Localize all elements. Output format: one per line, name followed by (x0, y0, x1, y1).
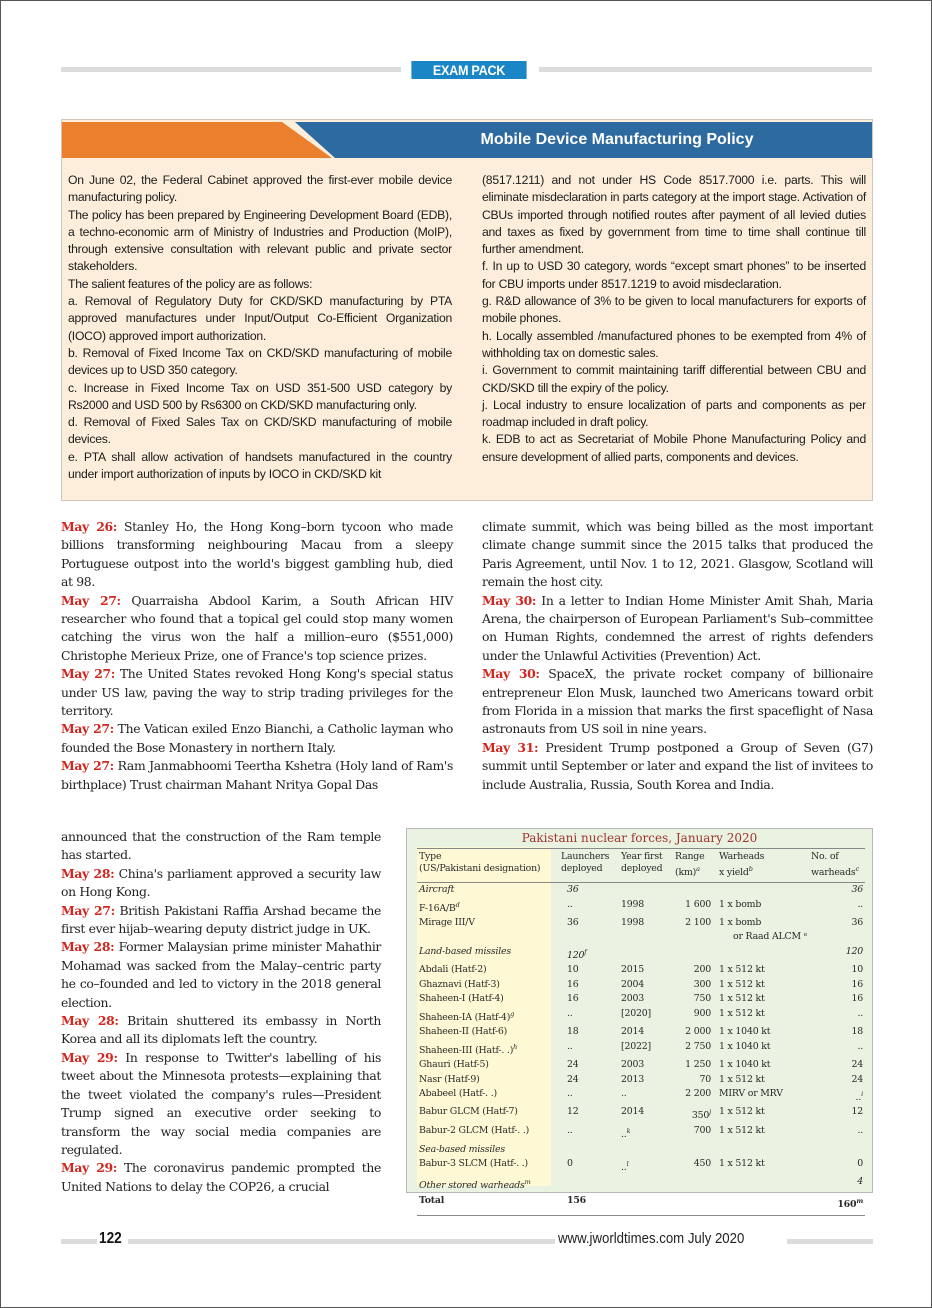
cell-warheads: 1 x 512 kt (719, 993, 765, 1005)
cell-range: 450 (693, 1157, 711, 1169)
header-launchers: Launchers deployed (561, 849, 621, 883)
cell-year: [2020] (621, 1007, 651, 1019)
news-text: President Trump postponed a Group of Seven (G7) summit until September or later and expand the list of invitees to include Australia, Russia, South Korea and India. (482, 739, 874, 792)
header-year: Year first deployed (621, 849, 675, 883)
cell-range (675, 883, 719, 898)
news-text: In response to Twitter's labelling of his tweet about the Minnesota protests—explaining that the tweet violated the company's rules—President Trump signed an executive order seeking to transform the way social media companies are regulated. (61, 1049, 381, 1157)
cell-year: 2015 (621, 964, 645, 976)
cell-num-warheads: 36 (851, 917, 863, 929)
table-row (417, 1007, 865, 1026)
cell-type: Abdali (Hatf-2) (419, 964, 487, 976)
cell-range (675, 1143, 719, 1157)
cell-type: Shaheen-II (Hatf-6) (419, 1026, 508, 1038)
cell-type: Ghauri (Hatf-5) (419, 1059, 489, 1071)
cell-launchers: .. (567, 1087, 573, 1099)
cell-type: Babur-3 SLCM (Hatf-. .) (419, 1157, 529, 1169)
header-rule-right (539, 67, 872, 72)
news-text: SpaceX, the private rocket company of billionaire entrepreneur Elon Musk, launched two Americans toward orbit from Florida in a mission that marks the first spaceflight of Nasa astronauts from US soil in nine years. (482, 666, 874, 737)
table-row (417, 1025, 865, 1039)
news-text: The Vatican exiled Enzo Bianchi, a Catholic layman who founded the Bose Monastery in northern Italy. (61, 721, 453, 755)
news-text: The coronavirus pandemic prompted the United Nations to delay the COP26, a crucial (61, 1160, 382, 1194)
cell-launchers: 18 (567, 1026, 579, 1038)
news-text: Stanley Ho, the Hong Kong–born tycoon who made billions transforming neighbouring Macau from a sleepy Portuguese outpost into the world's biggest gambling hub, died at 98. (61, 519, 453, 590)
cell-type: Total (417, 1194, 561, 1215)
news-item (61, 1012, 381, 1049)
cell-year: 1998 (621, 898, 645, 910)
cell-range (675, 1194, 719, 1215)
news-item (61, 1049, 381, 1159)
cell-range: 2 200 (685, 1087, 711, 1099)
table-row (417, 1194, 865, 1215)
cell-warheads: 1 x 1040 kt (719, 1026, 771, 1038)
cell-warheads (719, 1175, 811, 1194)
news-date: May 27: (61, 902, 115, 918)
table-body (417, 883, 865, 1215)
news-item (482, 739, 873, 794)
policy-paragraph: d. Removal of Fixed Sales Tax on CKD/SKD manufacturing of mobile devices. (68, 415, 452, 447)
cell-type: Nasr (Hatf-9) (419, 1073, 480, 1085)
news-column-left-top (61, 518, 453, 794)
news-date: May 28: (61, 865, 115, 881)
cell-type: Babur GLCM (Hatf-7) (419, 1106, 518, 1118)
table-row (417, 916, 865, 945)
news-text: announced that the construction of the Ram temple has started. (61, 829, 381, 863)
news-text: Former Malaysian prime minister Mahathir Mohamad was sacked from the Malay–centric party he co–founded and led to victory in the 2018 general election. (61, 939, 382, 1010)
cell-num-warheads: 10 (851, 964, 863, 976)
cell-warheads (719, 1194, 811, 1215)
cell-year: 2003 (621, 1059, 645, 1071)
news-item (482, 518, 873, 592)
cell-type: Shaheen-I (Hatf-4) (419, 993, 504, 1005)
cell-type: Shaheen-III (Hatf-. .)$^h$ (419, 1042, 518, 1056)
cell-launchers: 24 (567, 1073, 579, 1085)
header-num-warheads: No. of warheads$^c$ (811, 849, 865, 883)
news-text: The United States revoked Hong Kong's special status under US law, paving the way to strip trading privileges for the territory. (61, 666, 453, 719)
banner-orange-shape (62, 122, 332, 158)
news-date: May 29: (61, 1160, 118, 1176)
cell-type: Other stored warheads$^m$ (419, 1178, 531, 1192)
cell-year: 2013 (621, 1073, 645, 1085)
news-item (61, 902, 381, 939)
table-title: Pakistani nuclear forces, January 2020 (521, 831, 758, 845)
cell-range (675, 945, 719, 964)
cell-type: Sea-based missiles (419, 1143, 505, 1155)
table-row (417, 1124, 865, 1143)
cell-year (621, 945, 675, 964)
news-text: climate summit, which was being billed as the most important climate change summit since the 2015 talks that produced the Paris Agreement, until Nov. 1 to 12, 2021. Glasgow, Scotland will remain the host city. (482, 519, 873, 590)
cell-num-warheads: 120 (845, 945, 863, 957)
section-tag: EXAM PACK (411, 61, 526, 79)
cell-warheads (719, 883, 811, 898)
news-date: May 27: (61, 592, 121, 608)
table-row (417, 883, 865, 898)
cell-warheads: MIRV or MRV (719, 1087, 783, 1099)
cell-num-warheads: 18 (851, 1026, 863, 1038)
policy-column-right (482, 172, 866, 483)
cell-type: Land-based missiles (419, 945, 512, 957)
cell-warheads: 1 x 512 kt (719, 978, 765, 990)
cell-type: Ghaznavi (Hatf-3) (419, 978, 500, 990)
news-text: In a letter to Indian Home Minister Amit Shah, Maria Arena, the chairperson of European Parliament's Sub–committee on Human Rights, condemned the arrest of rights defenders under the Unlawful Activities (Prevention) Act. (482, 592, 874, 663)
footer-rule-c (787, 1239, 873, 1244)
cell-num-warheads (811, 1143, 865, 1157)
policy-paragraph: g. R&D allowance of 3% to be given to local manufacturers for exports of mobile phones. (482, 294, 866, 326)
cell-launchers: .. (567, 1007, 573, 1019)
cell-launchers: 10 (567, 964, 579, 976)
cell-type: Aircraft (419, 884, 455, 896)
news-date: May 27: (61, 721, 114, 737)
table-row (417, 898, 865, 917)
table-row (417, 945, 865, 964)
cell-range: 2 000 (685, 1026, 711, 1038)
cell-year: 2003 (621, 993, 645, 1005)
cell-range: 2 750 (685, 1040, 711, 1052)
cell-year (621, 1194, 675, 1215)
cell-range: 350$^j$ (691, 1108, 711, 1122)
news-text: Ram Janmabhoomi Teertha Kshetra (Holy land of Ram's birthplace) Trust chairman Mahant Nritya Gopal Das (61, 758, 453, 792)
cell-warheads: 1 x 512 kt (719, 964, 765, 976)
header-rule-left (61, 67, 401, 72)
policy-paragraph: (8517.1211) and not under HS Code 8517.7000 i.e. parts. This will eliminate misdeclaration in parts category at the import stage. Activation of CBUs imported through notified routes after payment of all levied duties and taxes as fixed by government from time to time shall continue till further amendment. (482, 173, 866, 257)
cell-launchers: 16 (567, 993, 579, 1005)
cell-num-warheads: 4 (857, 1176, 863, 1188)
header-warheads: Warheads x yield$^b$ (719, 849, 811, 883)
cell-num-warheads: 24 (851, 1073, 863, 1085)
cell-launchers: 120$^f$ (567, 947, 587, 961)
cell-type: Shaheen-IA (Hatf-4)$^g$ (419, 1009, 515, 1023)
cell-launchers (561, 1175, 621, 1194)
cell-year (621, 1143, 675, 1157)
cell-range: 1 600 (685, 898, 711, 910)
cell-num-warheads: ..$^i$ (855, 1089, 863, 1104)
news-item (61, 757, 453, 794)
cell-launchers: 36 (567, 884, 579, 896)
news-date: May 28: (61, 939, 115, 955)
cell-type: Ababeel (Hatf-. .) (419, 1087, 497, 1099)
footer-rule-b (128, 1239, 555, 1244)
table-row (417, 1058, 865, 1072)
policy-title: Mobile Device Manufacturing Policy (480, 131, 754, 148)
table-row (417, 1087, 865, 1106)
cell-launchers: .. (567, 1124, 573, 1136)
news-date: May 28: (61, 1013, 119, 1029)
policy-paragraph: a. Removal of Regulatory Duty for CKD/SKD manufacturing by PTA approved manufactures under Input/Output Co-Efficient Organization (IOCO) approved import authorization. (68, 294, 452, 343)
cell-num-warheads: 16 (851, 978, 863, 990)
cell-warheads: 1 x 1040 kt (719, 1040, 771, 1052)
policy-paragraph: The salient features of the policy are as follows: (68, 276, 313, 291)
cell-year (621, 1175, 675, 1194)
header-range: Range (km)$^a$ (675, 849, 719, 883)
news-date: May 27: (61, 666, 115, 682)
news-item (61, 828, 381, 865)
policy-paragraph: h. Locally assembled /manufactured phones to be exempted from 4% of withholding tax on domestic sales. (482, 328, 866, 360)
page-number: 122 (99, 1230, 122, 1247)
cell-year: 2014 (621, 1106, 645, 1118)
cell-year: 2014 (621, 1026, 645, 1038)
cell-warheads: 1 x bomb or Raad ALCM ᵉ (719, 917, 808, 943)
cell-num-warheads: 24 (851, 1059, 863, 1071)
table-row (417, 978, 865, 992)
cell-warheads: 1 x 512 kt (719, 1073, 765, 1085)
news-item (61, 865, 381, 902)
cell-num-warheads: .. (857, 898, 863, 910)
news-date: May 27: (61, 758, 114, 774)
cell-type: Mirage III/V (419, 917, 475, 929)
cell-warheads: 1 x bomb (719, 898, 762, 910)
cell-warheads (719, 945, 811, 964)
cell-range (675, 1175, 719, 1194)
footer-site-issue: www.jworldtimes.com July 2020 (558, 1230, 745, 1247)
table-header-row (417, 849, 865, 883)
cell-range: 700 (693, 1124, 711, 1136)
table-row (417, 1175, 865, 1194)
policy-paragraph: i. Government to commit maintaining tariff differential between CBU and CKD/SKD till the expiry of the policy. (482, 363, 866, 395)
policy-paragraph: f. In up to USD 30 category, words “except smart phones” to be inserted for CBU imports under 8517.1219 to avoid misdeclaration. (482, 259, 866, 291)
cell-launchers: 24 (567, 1059, 579, 1071)
news-text: Britain shuttered its embassy in North Korea and all its diplomats left the country. (61, 1013, 381, 1047)
cell-num-warheads: .. (857, 1007, 863, 1019)
cell-warheads: 1 x 512 kt (719, 1106, 765, 1118)
news-text: China's parliament approved a security law on Hong Kong. (61, 865, 381, 900)
cell-warheads: 1 x 512 kt (719, 1007, 765, 1019)
news-column-left-bottom (61, 828, 381, 1196)
policy-paragraph: On June 02, the Federal Cabinet approved the first-ever mobile device manufacturing policy. (68, 173, 452, 205)
news-date: May 29: (61, 1049, 118, 1065)
policy-paragraph: The policy has been prepared by Engineering Development Board (EDB), a techno-economic arm of Ministry of Industries and Production (MoIP), through extensive consultation with relevant public and private sector stakeholders. (68, 207, 452, 274)
cell-type: $F-16A/B^d$ (419, 900, 460, 914)
cell-year: 1998 (621, 917, 645, 929)
policy-box (61, 119, 873, 501)
cell-launchers: .. (567, 1040, 573, 1052)
table-row (417, 1073, 865, 1087)
cell-year: .. (621, 1087, 627, 1099)
cell-range: 1 250 (685, 1059, 711, 1071)
cell-launchers: 36 (567, 917, 579, 929)
policy-paragraph: b. Removal of Fixed Income Tax on CKD/SKD manufacturing of mobile devices up to USD 350 category. (68, 345, 452, 378)
policy-column-left (68, 172, 452, 483)
policy-paragraph: e. PTA shall allow activation of handsets manufactured in the country under import authorization of inputs by IOCO in CKD/SKD kit (68, 449, 452, 482)
table-row (417, 1040, 865, 1059)
cell-warheads: 1 x 512 kt (719, 1157, 765, 1169)
cell-launchers: 16 (567, 978, 579, 990)
cell-launchers: .. (567, 898, 573, 910)
news-date: May 26: (61, 519, 118, 534)
policy-paragraph: j. Local industry to ensure localization of parts and components as per roadmap included in draft policy. (482, 397, 866, 430)
cell-warheads: 1 x 1040 kt (719, 1059, 771, 1071)
cell-launchers: 156 (561, 1194, 621, 1215)
policy-paragraph: c. Increase in Fixed Income Tax on USD 351-500 USD category by Rs2000 and USD 500 by Rs6300 on CKD/SKD manufacturing only. (68, 380, 452, 412)
footer-rule-a (61, 1239, 97, 1244)
cell-num-warheads: 16 (851, 993, 863, 1005)
news-item (482, 592, 873, 666)
table-row (417, 1157, 865, 1176)
table-row (417, 992, 865, 1006)
cell-num-warheads: .. (857, 1040, 863, 1052)
cell-year: [2022] (621, 1040, 651, 1052)
news-item (61, 938, 381, 1012)
cell-num-warheads: .. (857, 1124, 863, 1136)
cell-launchers: 0 (567, 1157, 573, 1169)
header-type: Type (US/Pakistani designation) (417, 849, 561, 883)
cell-num-warheads: 12 (851, 1106, 863, 1118)
cell-range: 300 (693, 978, 711, 990)
cell-num-warheads: 36 (851, 884, 863, 896)
cell-launchers: 12 (567, 1106, 579, 1118)
cell-year: ..$^l$ (621, 1159, 629, 1174)
table-row (417, 963, 865, 977)
cell-year: ..$^k$ (621, 1126, 631, 1141)
news-item (61, 592, 453, 666)
policy-banner (62, 122, 872, 158)
cell-range: 200 (693, 964, 711, 976)
table-row (417, 1143, 865, 1157)
cell-warheads: 1 x 512 kt (719, 1124, 765, 1136)
cell-range: 70 (699, 1073, 711, 1085)
news-item (61, 665, 453, 720)
nuclear-forces-table-box (406, 828, 873, 1211)
cell-range: 2 100 (685, 917, 711, 929)
cell-range: 900 (693, 1007, 711, 1019)
news-date: May 30: (482, 592, 537, 608)
cell-year (621, 883, 675, 898)
news-item (61, 720, 453, 757)
news-date: May 31: (482, 739, 539, 755)
news-text: Quarraisha Abdool Karim, a South African HIV researcher who found that a topical gel could stop many women catching the virus won the half a million–euro ($551,000) Christophe Merieux Prize, one of France's top science prizes. (61, 592, 453, 663)
cell-year: 2004 (621, 978, 645, 990)
cell-num-warheads: 0 (857, 1157, 863, 1169)
news-item (61, 518, 453, 592)
cell-type: Babur-2 GLCM (Hatf-. .) (419, 1124, 530, 1136)
news-text: British Pakistani Raffia Arshad became the first ever hijab–wearing deputy district judge in UK. (61, 902, 381, 937)
news-item (482, 665, 873, 739)
cell-launchers (561, 1143, 621, 1157)
news-date: May 30: (482, 666, 540, 682)
cell-warheads (719, 1143, 811, 1157)
news-item (61, 1159, 381, 1196)
policy-columns (68, 172, 866, 483)
cell-range: 750 (693, 993, 711, 1005)
table-row (417, 1105, 865, 1124)
cell-num-warheads: 160$^m$ (811, 1194, 865, 1215)
news-column-right (482, 518, 873, 794)
policy-paragraph: k. EDB to act as Secretariat of Mobile Phone Manufacturing Policy and ensure development of allied parts, components and devices. (482, 432, 866, 464)
nuclear-forces-table (417, 848, 865, 1216)
